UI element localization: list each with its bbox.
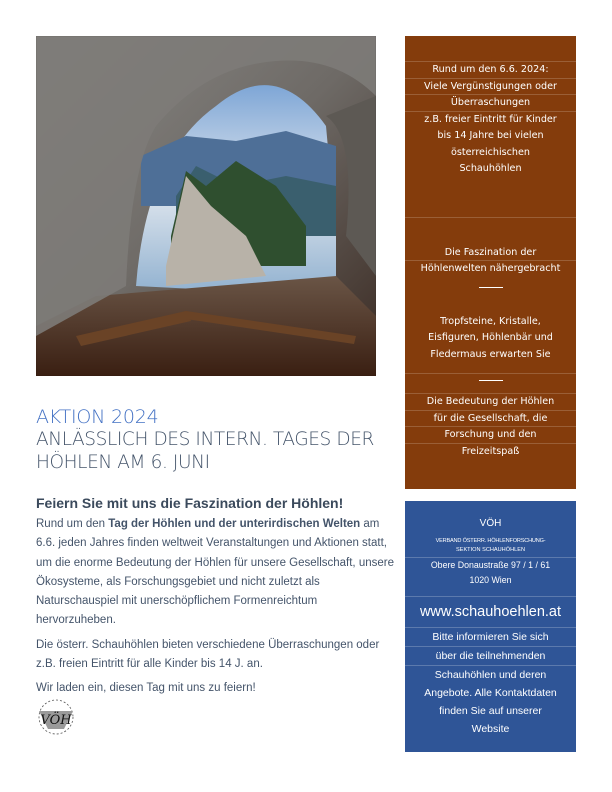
info-text: finden Sie auf unserer (439, 705, 542, 717)
info-text: Schauhöhlen und deren (434, 669, 547, 681)
body-text (36, 494, 396, 704)
highlight-text: Freizeitspaß (461, 445, 520, 457)
highlight-text: Fledermaus erwarten Sie (430, 348, 551, 360)
event-title: ANLÄSSLICH DES INTERN. TAGES DER HÖHLEN AM 6. JUNI (36, 429, 374, 473)
intro-bold: Tag der Höhlen und der unterirdischen Welten (108, 518, 361, 530)
highlight-text: Viele Vergünstigungen oder (405, 79, 576, 96)
info-text: Angebote. Alle Kontaktdaten (424, 687, 557, 699)
divider-dash (405, 278, 576, 300)
intro-paragraph (36, 515, 396, 631)
svg-text:VÖH: VÖH (40, 713, 72, 728)
highlight-text: Die Bedeutung der Höhlen (405, 394, 576, 411)
info-text: Bitte informieren Sie sich (405, 628, 576, 647)
org-short-name: VÖH (479, 518, 502, 529)
org-full-name-1: VERBAND ÖSTERR. HÖHLENFORSCHUNG- (435, 538, 546, 544)
highlight-text: Überraschungen (405, 95, 576, 112)
info-text: über die teilnehmenden (405, 647, 576, 666)
info-text: Website (471, 723, 510, 735)
invitation-paragraph: Wir laden ein, diesen Tag mit uns zu feiern! (36, 682, 256, 695)
contact-panel (405, 501, 576, 752)
highlight-text: Rund um den 6.6. 2024: (405, 62, 576, 79)
divider-dash (405, 374, 576, 394)
offers-paragraph: Die österr. Schauhöhlen bieten verschiedene Überraschungen oder z.B. freien Eintritt für alle Kinder bis 14 J. an. (36, 638, 380, 671)
address-street: Obere Donaustraße 97 / 1 / 61 (430, 560, 551, 570)
highlights-panel (405, 36, 576, 489)
highlight-text: Schauhöhlen (459, 163, 522, 174)
address-city: 1020 Wien (405, 573, 576, 597)
highlight-text: bis 14 Jahre bei vielen (437, 130, 544, 141)
highlight-text: Forschung und den (405, 427, 576, 444)
campaign-title: AKTION 2024 (36, 406, 159, 428)
highlight-text: Eisfiguren, Höhlenbär und (428, 332, 553, 343)
cave-entrance-photo (36, 36, 376, 376)
highlight-text: österreichischen (451, 146, 530, 158)
website-link[interactable]: www.schauhoehlen.at (405, 597, 576, 628)
highlight-text: z.B. freier Eintritt für Kinder (424, 113, 557, 125)
body-heading: Feiern Sie mit uns die Faszination der Höhlen! (36, 495, 344, 511)
highlight-text: Tropfsteine, Kristalle, (440, 315, 541, 327)
highlight-text: Höhlenwelten nähergebracht (420, 263, 561, 274)
highlight-text: Die Faszination der (405, 245, 576, 262)
voeh-logo (36, 697, 76, 737)
highlight-text: für die Gesellschaft, die (405, 411, 576, 428)
intro-text-cont: am 6.6. jeden Jahres finden weltweit Veranstaltungen und Aktionen statt, um die enorme Bedeutung der Höhlen für unsere Gesellschaft, unsere Ökosysteme, als Forschungsgebiet und nicht zuletzt als Naturschauspiel mit unerschöpflichem Formenreichtum hervorzuheben. (36, 518, 394, 627)
intro-text: Rund um den (36, 518, 109, 530)
org-full-name-2: SEKTION SCHAUHÖHLEN (405, 546, 576, 558)
